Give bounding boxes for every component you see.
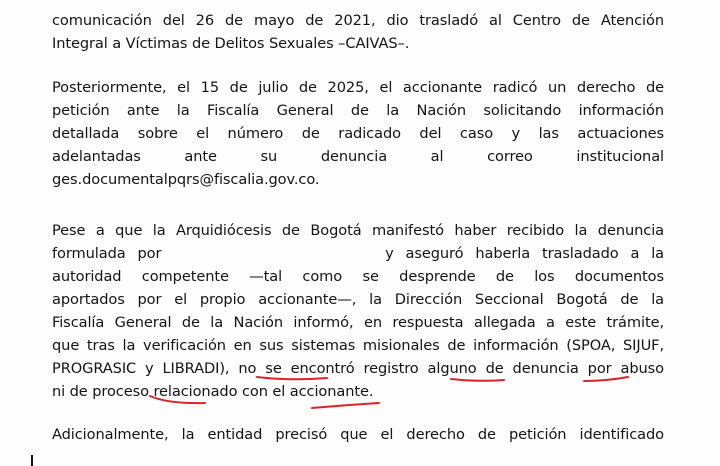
text-line: Pese a que la Arquidiócesis de Bogotá manifestó haber recibido la denuncia — [52, 222, 664, 239]
text-line: Fiscalía General de la Nación informó, en respuesta allegada a este trámite, — [52, 314, 664, 331]
text-fragment: y aseguró haberla trasladado a la — [385, 245, 664, 262]
redacted-name — [173, 247, 373, 261]
text-line: ni de proceso relacionado con el accionante. — [52, 383, 374, 400]
text-line-with-redaction — [52, 242, 664, 265]
text-line: ges.documentalpqrs@fiscalia.gov.co. — [52, 171, 320, 188]
text-line: Integral a Víctimas de Delitos Sexuales –CAIVAS–. — [52, 35, 410, 52]
text-line: autoridad competente —tal como se desprende de los documentos — [52, 268, 664, 285]
paragraph-1 — [52, 9, 664, 55]
text-fragment: formulada por — [52, 245, 162, 262]
text-line: que tras la verificación en sus sistemas misionales de información (SPOA, SIJUF, — [52, 337, 664, 354]
text-line: comunicación del 26 de mayo de 2021, dio trasladó al Centro de Atención — [52, 12, 664, 29]
text-line: Adicionalmente, la entidad precisó que el derecho de petición identificado — [52, 426, 664, 443]
paragraph-2 — [52, 76, 664, 191]
text-cursor — [31, 455, 33, 466]
text-line: aportados por el propio accionante—, la Dirección Seccional Bogotá de la — [52, 291, 664, 308]
underline-mark — [312, 403, 379, 408]
text-line: PROGRASIC y LIBRADI), no se encontró registro alguno de denuncia por abuso — [52, 360, 664, 377]
paragraph-3 — [52, 219, 664, 403]
paragraph-4 — [52, 423, 664, 446]
text-line: detallada sobre el número de radicado del caso y las actuaciones — [52, 125, 664, 142]
text-line: petición ante la Fiscalía General de la Nación solicitando información — [52, 102, 664, 119]
text-line: Posteriormente, el 15 de julio de 2025, el accionante radicó un derecho de — [52, 79, 664, 96]
text-line: adelantadas ante su denuncia al correo institucional — [52, 148, 664, 165]
